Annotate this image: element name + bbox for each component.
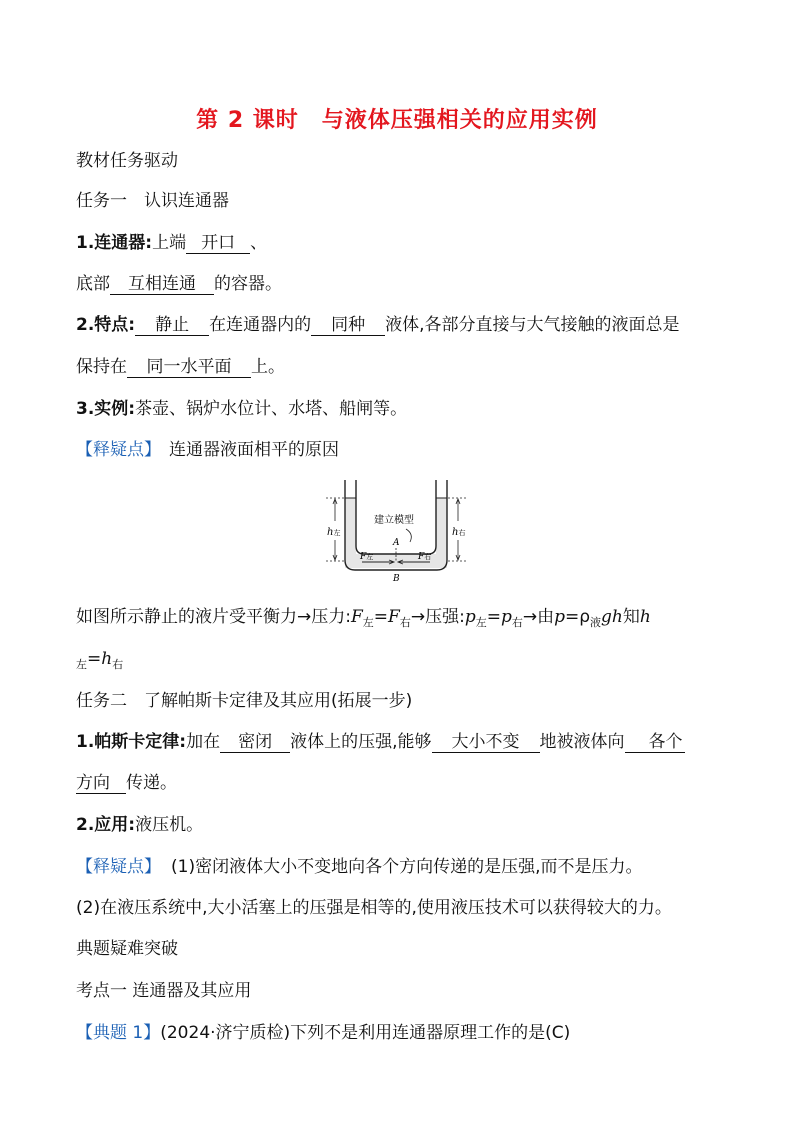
answer-blank: 同种 (311, 315, 385, 336)
answer-blank: 互相连通 (110, 274, 214, 295)
symbol: h (639, 607, 651, 627)
task-two-heading: 任务二 了解帕斯卡定律及其应用(拓展一步) (76, 691, 413, 711)
item-number-label: 1.连通器: (76, 233, 153, 253)
subscript: 液 (590, 616, 602, 629)
text: 液体,各部分直接与大气接触的液面总是 (385, 315, 680, 335)
answer-blank: 静止 (135, 315, 209, 336)
symbol: p (554, 607, 565, 627)
task-one-heading: 任务一 认识连通器 (76, 191, 229, 211)
answer-blank: 方向 (76, 773, 126, 794)
symbol: = (486, 607, 501, 627)
item-connector-definition (76, 232, 267, 254)
subscript: 右 (399, 616, 411, 629)
text: 地被液体向 (539, 732, 625, 752)
text: 茶壶、锅炉水位计、水塔、船闸等。 (135, 399, 408, 419)
symbol: F (388, 607, 400, 627)
point-a-label: A (393, 538, 400, 548)
example-question (76, 1022, 570, 1044)
symbol: = (87, 649, 102, 669)
text: 上。 (251, 357, 285, 377)
symbol: p (500, 607, 512, 627)
text: 传递。 (126, 773, 177, 793)
answer-blank: 各个 (625, 732, 685, 753)
answer-blank: 密闭 (220, 732, 290, 753)
note-clarification-2 (76, 856, 642, 878)
point-b-label: B (393, 574, 400, 584)
item-pascal-law (76, 731, 685, 753)
model-label: 建立模型 (374, 515, 414, 526)
item-number-label: 1.帕斯卡定律: (76, 732, 187, 752)
subscript: 左 (475, 616, 487, 629)
text: →压强: (410, 607, 465, 627)
f-right-label: F右 (418, 552, 432, 562)
item-number-label: 3.实例: (76, 399, 136, 419)
symbol: = (373, 607, 389, 627)
text: 保持在 (76, 357, 127, 377)
section-heading-textbook-tasks: 教材任务驱动 (76, 151, 178, 171)
h-left-label: h左 (327, 527, 341, 538)
item-examples (76, 398, 407, 420)
h-left-sub: 左 (333, 529, 341, 537)
symbol: p (464, 607, 476, 627)
text: 知 (622, 607, 640, 627)
h-right-label: h右 (452, 527, 466, 538)
section-heading-key-problems: 典题疑难突破 (76, 939, 178, 959)
subscript: 左 (76, 658, 87, 671)
example-text: (2024·济宁质检)下列不是利用连通器原理工作的是(C) (160, 1023, 571, 1043)
symbol: h (101, 649, 113, 669)
answer-blank: 大小不变 (432, 732, 540, 753)
h-right-sub: 右 (458, 529, 466, 537)
text: 加在 (186, 732, 221, 752)
subscript: 右 (112, 658, 124, 671)
subscript: 左 (362, 616, 374, 629)
note-text: 连通器液面相平的原因 (169, 440, 339, 460)
item-application (76, 814, 203, 836)
exam-point-heading: 考点一 连通器及其应用 (76, 981, 252, 1001)
note-text: (1)密闭液体大小不变地向各个方向传递的是压强,而不是压力。 (171, 857, 643, 877)
note-tag: 【释疑点】 (76, 440, 161, 460)
item-pascal-law-cont (76, 772, 177, 794)
text: 上端 (152, 233, 187, 253)
symbol: gh (601, 607, 623, 627)
u-tube-figure (322, 478, 472, 588)
note-tag: 【释疑点】 (76, 857, 161, 877)
item-characteristics (76, 314, 680, 336)
item-characteristics-cont (76, 356, 285, 378)
text: 的容器。 (214, 274, 282, 294)
answer-blank: 开口 (186, 233, 250, 254)
subscript: 右 (511, 616, 523, 629)
example-tag: 【典题 1】 (76, 1023, 161, 1043)
item-connector-definition-cont (76, 273, 282, 295)
text: 液体上的压强,能够 (290, 732, 432, 752)
item-number-label: 2.应用: (76, 815, 136, 835)
f-left-label: F左 (360, 552, 374, 562)
note-clarification-2-line2: (2)在液压系统中,大小活塞上的压强是相等的,使用液压技术可以获得较大的力。 (76, 898, 672, 918)
note-clarification-1 (76, 439, 339, 461)
text: 、 (250, 233, 268, 253)
text: 底部 (76, 274, 110, 294)
explanation-line-1 (76, 606, 651, 634)
text: 液压机。 (135, 815, 204, 835)
text: 在连通器内的 (209, 315, 312, 335)
answer-blank: 同一水平面 (127, 357, 251, 378)
lesson-title: 第 2 课时 与液体压强相关的应用实例 (196, 108, 598, 133)
symbol: F (350, 607, 363, 627)
symbol: =ρ (564, 607, 591, 627)
explanation-line-2 (76, 648, 123, 676)
item-number-label: 2.特点: (76, 315, 136, 335)
text: →由 (522, 607, 555, 627)
connector-diagram (322, 478, 472, 592)
text: 如图所示静止的液片受平衡力→压力: (76, 607, 351, 627)
